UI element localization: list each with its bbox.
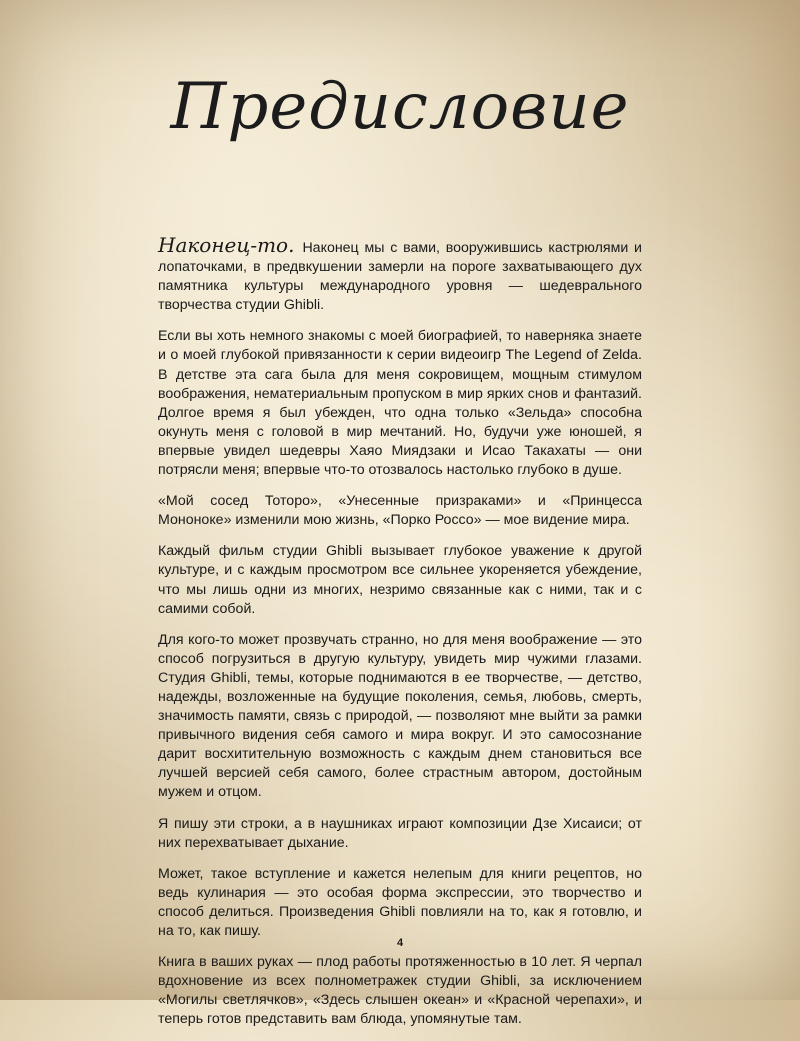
- paragraph-2: Если вы хоть немного знакомы с моей биографией, то наверняка знаете и о моей глубокой привязанности к серии видеоигр The Legend of Zelda. В детстве эта сага была для меня сокровищем, мощным стимулом воображения, нематериальным пропуском в мир ярких снов и фантазий. Долгое время я был убежден, что одна только «Зельда» способна окунуть меня с головой в мир мечтаний. Но, будучи уже юношей, я впервые увидел шедевры Хаяо Миядзаки и Исао Такахаты — они потрясли меня; впервые что-то отозвалось настолько глубоко в душе.: [158, 328, 642, 479]
- paragraph-4: Каждый фильм студии Ghibli вызывает глубокое уважение к другой культуре, и с каждым просмотром все сильнее укореняется убеждение, что мы лишь одни из многих, незримо связанные как с ними, так и с самими собой.: [158, 543, 642, 617]
- paragraph-3: «Мой сосед Тоторо», «Унесенные призраками» и «Принцесса Мононоке» изменили мою жизнь, «Порко Россо» — мое видение мира.: [158, 493, 642, 529]
- paragraph-1: [158, 233, 642, 315]
- paragraph-1-text: Наконец мы с вами, вооружившись кастрюлями и лопаточками, в предвкушении замерли на пороге захватывающего дух памятника культуры международного уровня — шедеврального творчества студии Ghibli.: [158, 240, 642, 314]
- paragraph-8: Книга в ваших руках — плод работы протяженностью в 10 лет. Я черпал вдохновение из всех полнометражек студии Ghibli, за исключением «Могилы светлячков», «Здесь слышен океан» и «Красной черепахи», и теперь готов представить вам блюда, упомянутые там.: [158, 954, 642, 1028]
- body-text: [158, 233, 642, 1041]
- paragraph-7: Может, такое вступление и кажется нелепым для книги рецептов, но ведь кулинария — это особая форма экспрессии, это творчество и способ делиться. Произведения Ghibli повлияли на то, как я готовлю, и на то, как пишу.: [158, 865, 642, 939]
- paragraph-5: Для кого-то может прозвучать странно, но для меня воображение — это способ погрузиться в другую культуру, увидеть мир чужими глазами. Студия Ghibli, темы, которые поднимаются в ее творчестве, — детство, надежды, возложенные на будущие поколения, семья, любовь, смерть, значимость памяти, связь с природой, — позволяют мне выйти за рамки привычного видения себя самого и мира вокруг. И это самосознание дарит восхитительную возможность с каждым днем становиться все лучшей версией себя самого, более страстным автором, достойным мужем и отцом.: [158, 631, 642, 801]
- page-number: 4: [396, 937, 404, 949]
- lead-word: Наконец-то.: [158, 233, 295, 257]
- page-title: Предисловие: [170, 70, 630, 144]
- paragraph-6: Я пишу эти строки, а в наушниках играют композиции Дзе Хисаиси; от них перехватывает дыхание.: [158, 815, 642, 851]
